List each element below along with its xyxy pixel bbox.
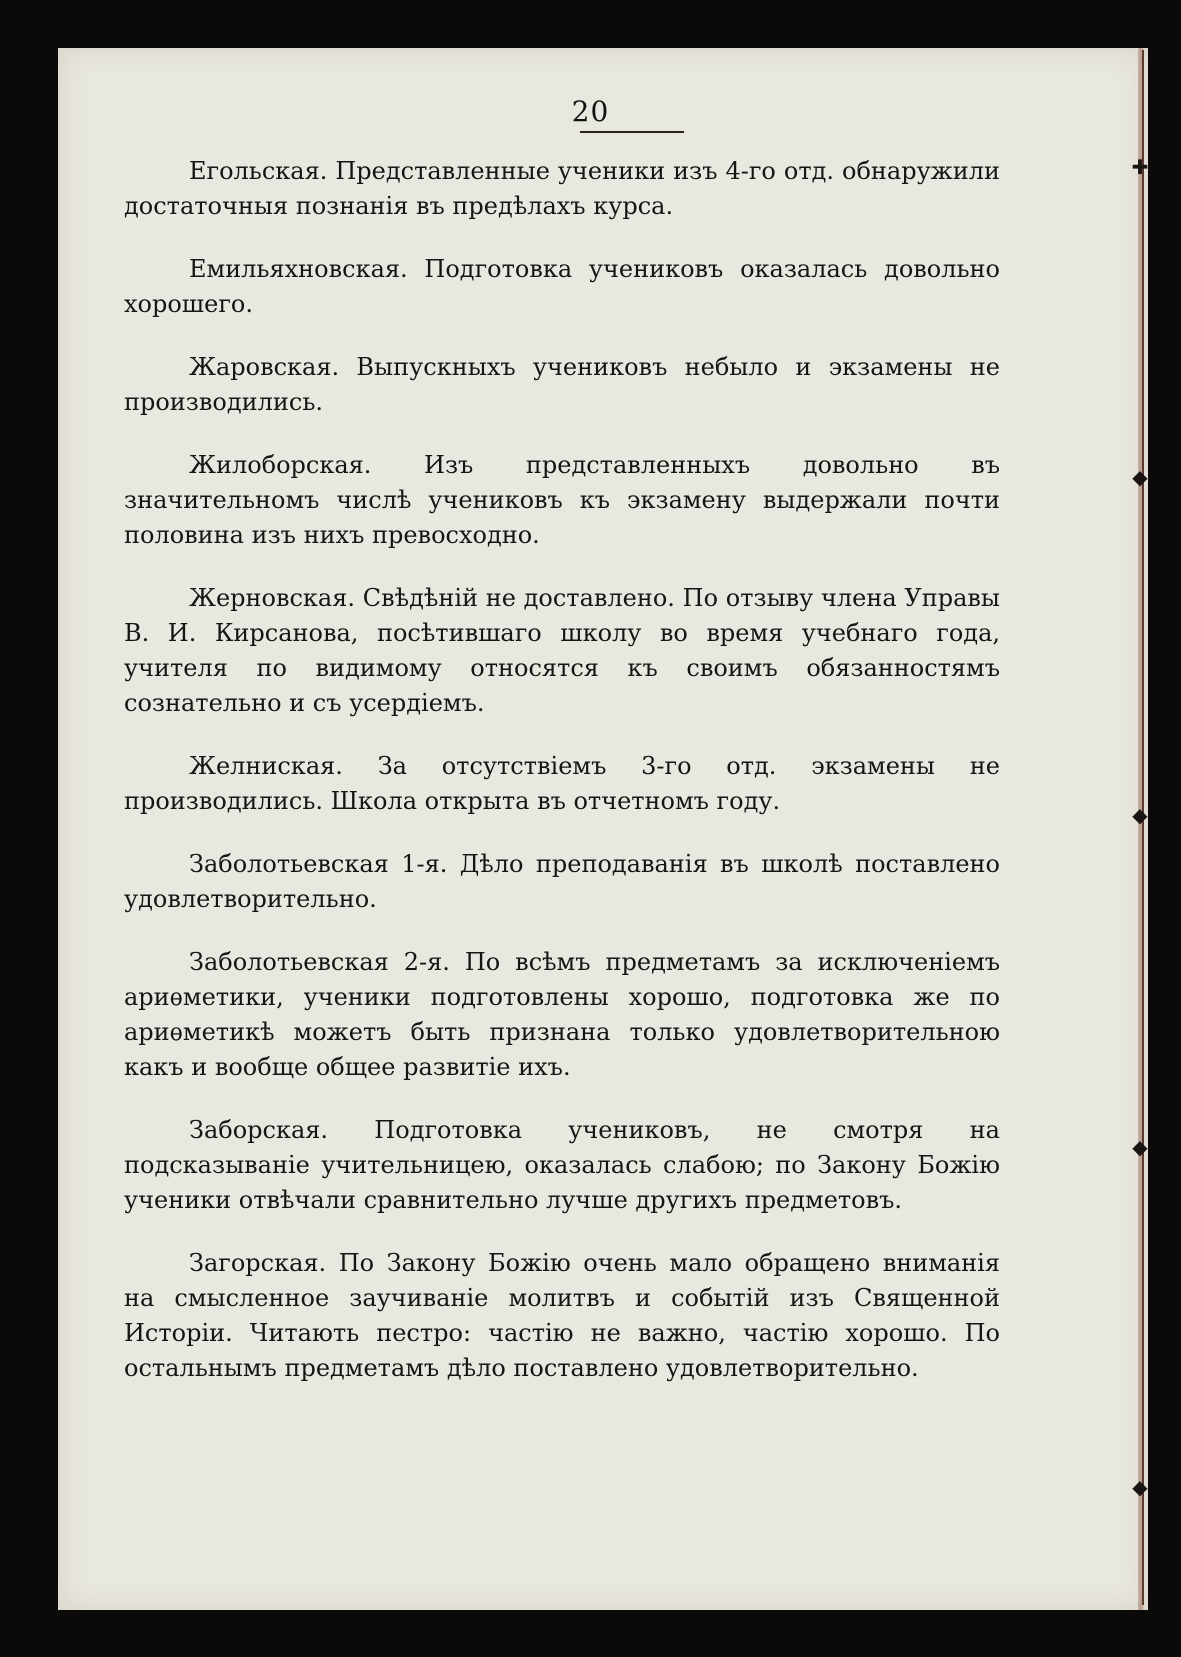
paragraph: Жилоборская. Изъ представленныхъ довольно въ значительномъ числѣ учениковъ къ экзамену выдержали почти половина изъ нихъ превосходно. (124, 451, 1000, 549)
paragraph: Жерновская. Свѣдѣній не доставлено. По отзыву члена Управы В. И. Кирсанова, посѣтившаго школу во время учебнаго года, учителя по видимому относятся къ своимъ обязанностямъ сознательно и съ усердіемъ. (124, 584, 1000, 717)
binding-stitch: ◆ (1132, 465, 1148, 489)
page-number-underline (580, 131, 684, 133)
paragraph: Жаровская. Выпускныхъ учениковъ небыло и экзамены не производились. (124, 353, 1000, 416)
paragraph: Заболотьевская 1-я. Дѣло преподаванія въ школѣ поставлено удовлетворительно. (124, 850, 1000, 913)
paragraph: Желниская. За отсутствіемъ 3-го отд. экзамены не производились. Школа открыта въ отчетномъ году. (124, 752, 1000, 815)
binding-stitch: ◆ (1132, 803, 1148, 827)
binding-stitch: ◆ (1132, 1475, 1148, 1499)
binding-stitch: ◆ (1132, 1135, 1148, 1159)
paragraph: Заболотьевская 2-я. По всѣмъ предметамъ за исключеніемъ ариѳметики, ученики подготовлены хорошо, подготовка же по ариѳметикѣ можетъ быть признана только удовлетворительною какъ и вообще общее развитіе ихъ. (124, 948, 1000, 1081)
paragraph: Емильяхновская. Подготовка учениковъ оказалась довольно хорошего. (124, 255, 1000, 318)
binding-thread (1142, 50, 1144, 1605)
page-text (124, 154, 1000, 1414)
paragraph: Егольская. Представленные ученики изъ 4-го отд. обнаружили достаточныя познанія въ предѣлахъ курса. (124, 157, 1000, 220)
binding-stitch: ✚ (1131, 155, 1149, 179)
paragraph: Заборская. Подготовка учениковъ, не смотря на подсказываніе учительницею, оказалась слабою; по Закону Божію ученики отвѣчали сравнительно лучше другихъ предметовъ. (124, 1116, 1000, 1214)
page-number: 20 (571, 95, 610, 128)
paragraph: Загорская. По Закону Божію очень мало обращено вниманія на смысленное заучиваніе молитвъ и событій изъ Священной Исторіи. Читають пестро: частію не важно, частію хорошо. По остальнымъ предметамъ дѣло поставлено удовлетворительно. (124, 1249, 1000, 1382)
